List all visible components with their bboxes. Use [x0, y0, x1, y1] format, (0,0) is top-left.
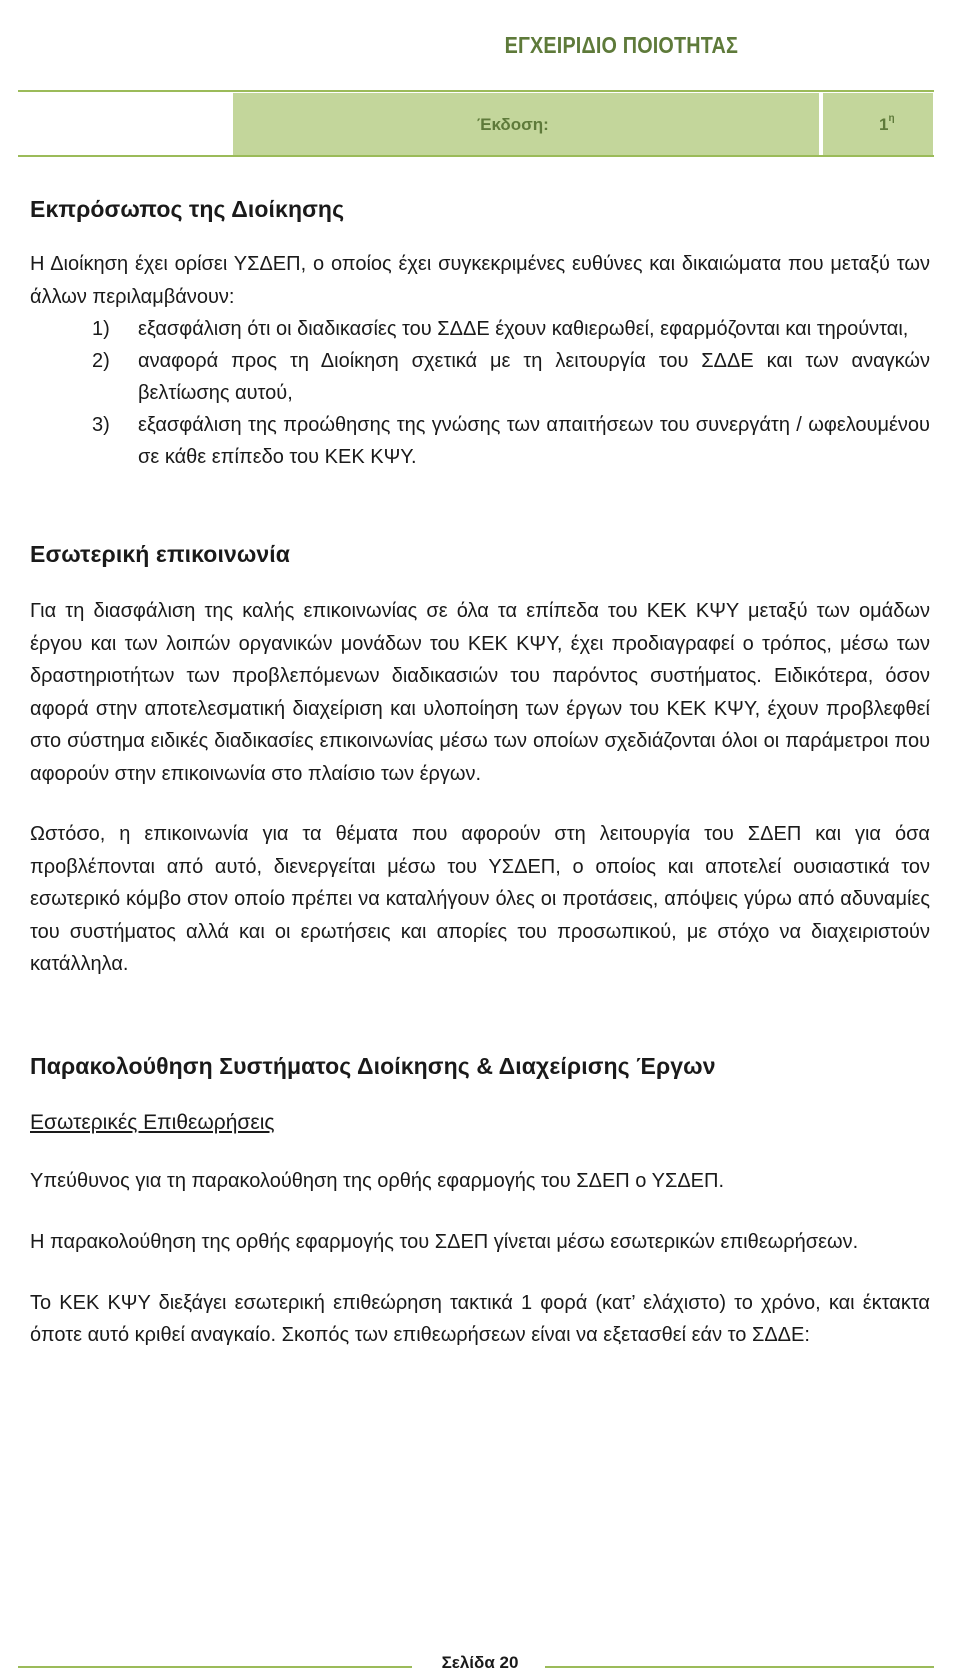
responsibilities-list: [30, 313, 930, 473]
list-item-text: αναφορά προς τη Διοίκηση σχετικά με τη λειτουργία του ΣΔΔΕ και των αναγκών βελτίωσης αυτού,: [138, 350, 930, 404]
subheading-internal-audits: Εσωτερικές Επιθεωρήσεις: [30, 1110, 275, 1134]
header-rule-bottom: [18, 155, 934, 157]
header-rule-top: [18, 90, 934, 92]
list-item-text: εξασφάλιση ότι οι διαδικασίες του ΣΔΔΕ έχουν καθιερωθεί, εφαρμόζονται και τηρούνται,: [138, 318, 909, 340]
list-item: [30, 313, 930, 345]
list-item-text: εξασφάλιση της προώθησης της γνώσης των απαιτήσεων του συνεργάτη / ωφελουμένου σε κάθε επίπεδο του ΚΕΚ ΚΨΥ.: [138, 414, 930, 468]
edition-value: [879, 115, 895, 135]
section2-paragraph-2: Ωστόσο, η επικοινωνία για τα θέματα που αφορούν στη λειτουργία του ΣΔΕΠ και για όσα προβλέπονται από αυτό, διενεργείται μέσω του ΥΣΔΕΠ, ο οποίος και αποτελεί ουσιαστικά τον εσωτερικό κόμβο στον οποίο πρέπει να καταλήγουν όλες οι προτάσεις, απόψεις γύρω από αδυναμίες του συστήματος αλλά και οι ερωτήσεις και απορίες του προσωπικού, με στόχο να διαχειριστούν κατάλληλα.: [30, 823, 930, 975]
section-heading-internal-communication: Εσωτερική επικοινωνία: [30, 541, 290, 567]
edition-label: Έκδοση:: [477, 115, 549, 134]
header-band: [233, 93, 933, 155]
section2-paragraph-1: Για τη διασφάλιση της καλής επικοινωνίας σε όλα τα επίπεδα του ΚΕΚ ΚΨΥ μεταξύ των ομάδων έργου και των λοιπών οργανικών μονάδων του ΚΕΚ ΚΨΥ, έχει προδιαγραφεί ο τρόπος, μέσω των δραστηριοτήτων των προβλεπόμενων διαδικασιών του παρόντος συστήματος. Ειδικότερα, όσον αφορά στην αποτελεσματική διαχείριση και υλοποίηση των έργων του ΚΕΚ ΚΨΥ, έχουν προβλεφθεί στο σύστημα ειδικές διαδικασίες επικοινωνίας μέσω των οποίων σχεδιάζονται όλοι οι παράμετροι που αφορούν στην επικοινωνία στο πλαίσιο των έργων.: [30, 600, 930, 785]
section-heading-management-representative: Εκπρόσωπος της Διοίκησης: [30, 196, 345, 222]
footer-rule-right: [545, 1666, 934, 1668]
document-title: ΕΓΧΕΙΡΙΔΙΟ ΠΟΙΟΤΗΤΑΣ: [504, 32, 738, 58]
list-item-number: 2): [92, 350, 110, 372]
list-item: [30, 345, 930, 409]
section3-paragraph-1: Υπεύθυνος για τη παρακολούθηση της ορθής εφαρμογής του ΣΔΕΠ ο ΥΣΔΕΠ.: [30, 1169, 725, 1192]
section1-intro: Η Διοίκηση έχει ορίσει ΥΣΔΕΠ, ο οποίος έχει συγκεκριμένες ευθύνες και δικαιώματα που μεταξύ των άλλων περιλαμβάνουν:: [30, 253, 930, 308]
section3-paragraph-3: Το ΚΕΚ ΚΨΥ διεξάγει εσωτερική επιθεώρηση τακτικά 1 φορά (κατ’ ελάχιστο) το χρόνο, και έκτακτα όποτε αυτό κριθεί αναγκαίο. Σκοπός των επιθεωρήσεων είναι να εξετασθεί εάν το ΣΔΔΕ:: [30, 1291, 930, 1346]
section-heading-system-monitoring: Παρακολούθηση Συστήματος Διοίκησης & Διαχείρισης Έργων: [30, 1052, 716, 1079]
list-item-number: 3): [92, 414, 110, 436]
edition-number: 1: [879, 115, 889, 134]
band-separator: [819, 93, 823, 155]
list-item-number: 1): [92, 318, 110, 340]
page-number: Σελίδα 20: [441, 1653, 519, 1672]
edition-suffix: η: [888, 113, 895, 125]
page-body: [30, 196, 930, 1352]
list-item: [30, 409, 930, 473]
section3-paragraph-2: Η παρακολούθηση της ορθής εφαρμογής του ΣΔΕΠ γίνεται μέσω εσωτερικών επιθεωρήσεων.: [30, 1231, 859, 1253]
